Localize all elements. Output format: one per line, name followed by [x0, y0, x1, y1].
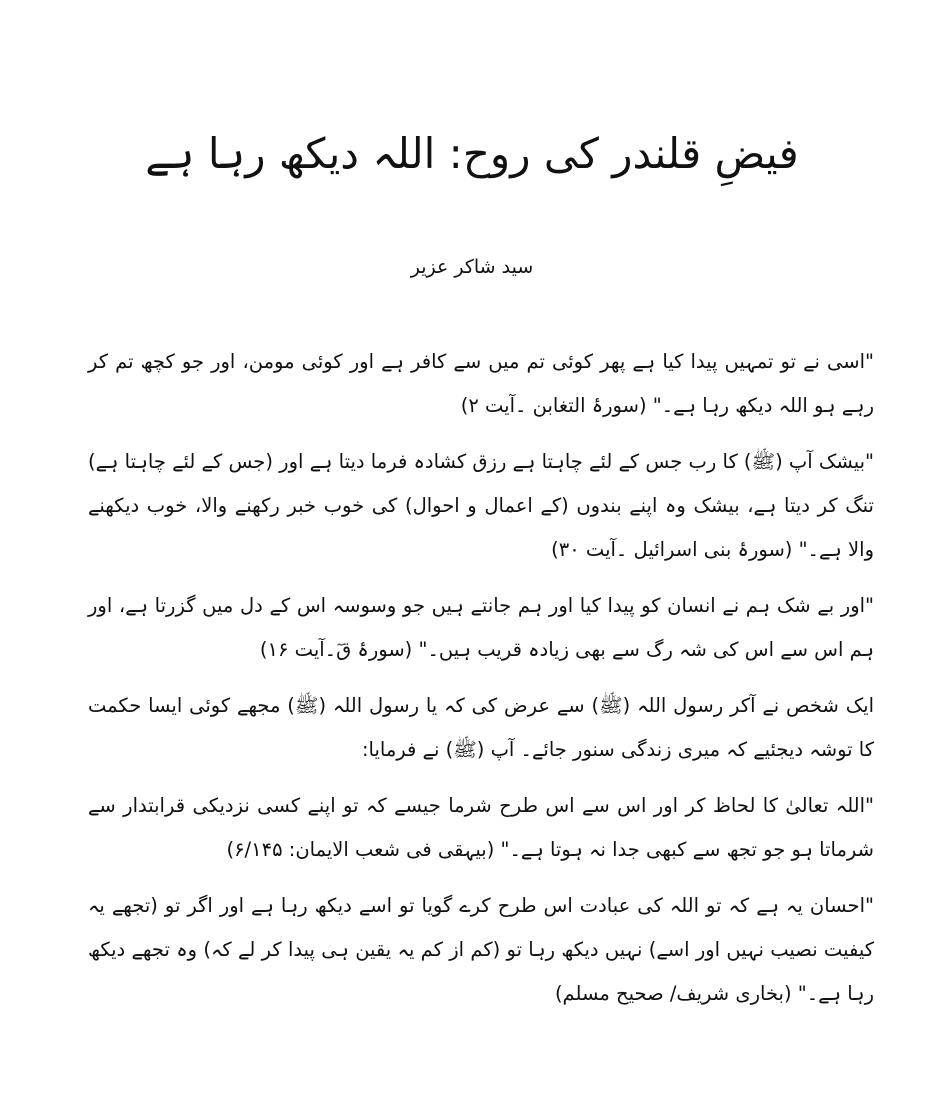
article-author: سید شاکر عزیر [410, 256, 534, 278]
paragraph-quran-bani-israil: "بیشک آپ (ﷺ) کا رب جس کے لئے چاہتا ہے رزق کشادہ فرما دیتا ہے اور (جس کے لئے چاہتا ہے) تنگ کر دیتا ہے، بیشک وہ اپنے بندوں (کے اعمال و احوال) کی خوب خبر رکھنے والا، خوب دیکھنے والا ہے۔" (سورۂ بنی اسرائیل ۔آیت ۳۰) [87, 450, 874, 561]
paragraph-hadith-bayhaqi: "اللہ تعالیٰ کا لحاظ کر اور اس سے اس طرح شرما جیسے کہ تو اپنے کسی نزدیکی قرابتدار سے شرماتا ہو جو تجھ سے کبھی جدا نہ ہوتا ہے۔" (بیہقی فی شعب الایمان: ۶/۱۴۵) [88, 794, 874, 861]
article-title: فیضِ قلندر کی روح: اللہ دیکھ رہا ہے [145, 129, 799, 178]
paragraph-quran-qaf: "اور بے شک ہم نے انسان کو پیدا کیا اور ہم جانتے ہیں جو وسوسہ اس کے دل میں گزرتا ہے، اور ہم اس سے اس کی شہ رگ سے بھی زیادہ قریب ہیں۔" (سورۂ قٓ۔آیت ۱۶) [88, 594, 874, 661]
article-body [88, 340, 874, 1028]
paragraph-hadith-ihsan: "احسان یہ ہے کہ تو اللہ کی عبادت اس طرح کرے گویا تو اسے دیکھ رہا ہے اور اگر تو (تجھے یہ کیفیت نصیب نہیں اور اسے) نہیں دیکھ رہا تو (کم از کم یہ یقین ہی پیدا کر لے کہ) وہ تجھے دیکھ رہا ہے۔" (بخاری شریف/ صحیح مسلم) [88, 894, 874, 1005]
paragraph-quran-taghabun: "اسی نے تو تمہیں پیدا کیا ہے پھر کوئی تم میں سے کافر ہے اور کوئی مومن، اور جو کچھ تم کر رہے ہو اللہ دیکھ رہا ہے۔" (سورۂ التغابن ۔آیت ۲) [88, 350, 874, 417]
paragraph-narration: ایک شخص نے آکر رسول اللہ (ﷺ) سے عرض کی کہ یا رسول اللہ (ﷺ) مجھے کوئی ایسا حکمت کا توشہ دیجئیے کہ میری زندگی سنور جائے۔ آپ (ﷺ) نے فرمایا: [88, 694, 874, 761]
